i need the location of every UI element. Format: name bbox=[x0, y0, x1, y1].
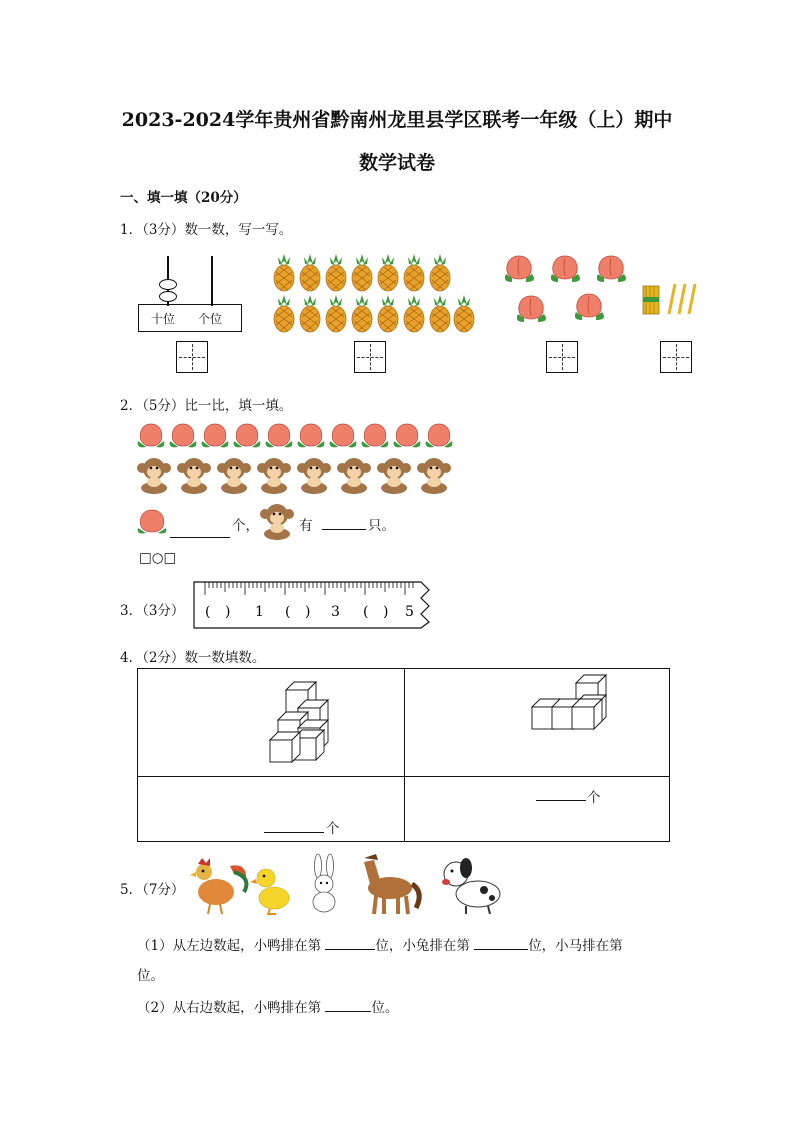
q5-sub1-text-a: （1）从左边数起，小鸭排在第 bbox=[137, 938, 322, 954]
q5-sub1-text-b: 位，小兔排在第 bbox=[375, 938, 470, 954]
duck-position-left-blank[interactable] bbox=[325, 937, 375, 950]
rooster-icon bbox=[190, 858, 246, 914]
q3-number: 3． bbox=[120, 603, 143, 619]
ruler-label: ( bbox=[205, 604, 211, 620]
question-4 bbox=[120, 646, 265, 666]
cube-count-right-blank[interactable] bbox=[536, 800, 586, 801]
peaches-image bbox=[500, 252, 640, 332]
question-2 bbox=[120, 394, 292, 414]
q3-score: （3分） bbox=[142, 603, 185, 619]
dog-icon bbox=[442, 858, 500, 914]
cube-count-left-blank[interactable] bbox=[264, 832, 324, 833]
ruler-label: 1 bbox=[255, 604, 264, 620]
ruler-label: ( bbox=[363, 604, 369, 620]
page-title: 2023-2024学年贵州省黔南州龙里县学区联考一年级（上）期中 bbox=[121, 109, 673, 131]
counting-sticks-image bbox=[641, 280, 707, 320]
ruler-label: ) bbox=[305, 604, 311, 620]
monkey-icon bbox=[258, 501, 296, 541]
answer-box-3[interactable] bbox=[546, 341, 578, 373]
question-1 bbox=[120, 218, 292, 238]
q1-text: 数一数，写一写。 bbox=[184, 222, 293, 238]
monkey-count-blank[interactable] bbox=[322, 529, 366, 530]
horse-icon bbox=[364, 854, 419, 914]
duck-icon bbox=[250, 869, 289, 914]
cube-unit-right: 个 bbox=[587, 790, 601, 806]
q1-score: （3分） bbox=[142, 222, 185, 238]
ruler-label: ) bbox=[225, 604, 231, 620]
q5-sub1-cont: 位。 bbox=[137, 968, 164, 984]
answer-box-2[interactable] bbox=[354, 341, 386, 373]
q2-unit-zhi: 只。 bbox=[368, 518, 395, 534]
section-heading: 一、填一填（20分） bbox=[120, 190, 247, 206]
duck-position-right-blank[interactable] bbox=[325, 999, 371, 1012]
cube-unit-left: 个 bbox=[326, 821, 340, 837]
ruler-label: ) bbox=[383, 604, 389, 620]
q5-sub1-text-c: 位，小马排在第 bbox=[528, 938, 623, 954]
q2-you: 有 bbox=[299, 518, 313, 534]
answer-box-4[interactable] bbox=[660, 341, 692, 373]
pineapples-image bbox=[272, 252, 477, 334]
peach-row-image bbox=[136, 421, 456, 453]
q5-score: （7分） bbox=[142, 882, 185, 898]
q4-score: （2分） bbox=[142, 650, 185, 666]
page-subtitle: 数学试卷 bbox=[358, 152, 435, 174]
abacus-tens-label: 十位 bbox=[151, 312, 176, 326]
q5-sub2-text-b: 位。 bbox=[371, 1000, 399, 1016]
q2-number: 2． bbox=[120, 398, 143, 414]
q2-text: 比一比，填一填。 bbox=[184, 398, 293, 414]
animals-image bbox=[190, 852, 510, 918]
ruler-image bbox=[193, 578, 433, 630]
q5-sub2-text-a: （2）从右边数起，小鸭排在第 bbox=[137, 1000, 322, 1016]
ruler-label: ( bbox=[285, 604, 291, 620]
abacus bbox=[138, 256, 242, 334]
q5-sub1 bbox=[137, 934, 623, 954]
answer-box-1[interactable] bbox=[176, 341, 208, 373]
peach-icon bbox=[136, 506, 170, 536]
cube-stack-right bbox=[530, 673, 610, 733]
ruler-label: 3 bbox=[331, 604, 340, 620]
monkey-row-image bbox=[136, 456, 456, 496]
q2-score: （5分） bbox=[142, 398, 185, 414]
question-5 bbox=[120, 878, 184, 898]
peach-count-blank[interactable] bbox=[170, 537, 230, 538]
cube-stack-left bbox=[266, 680, 338, 764]
q4-number: 4． bbox=[120, 650, 143, 666]
q5-sub2 bbox=[137, 996, 398, 1016]
ruler-label: 5 bbox=[405, 604, 414, 620]
compare-symbols[interactable]: □○□ bbox=[139, 550, 177, 566]
q1-number: 1． bbox=[120, 222, 143, 238]
rabbit-icon bbox=[313, 854, 335, 912]
q2-unit-ge: 个， bbox=[232, 518, 259, 534]
q4-text: 数一数填数。 bbox=[184, 650, 266, 666]
abacus-ones-label: 个位 bbox=[198, 312, 223, 326]
q5-number: 5． bbox=[120, 882, 143, 898]
rabbit-position-left-blank[interactable] bbox=[474, 937, 528, 950]
question-3 bbox=[120, 599, 184, 619]
